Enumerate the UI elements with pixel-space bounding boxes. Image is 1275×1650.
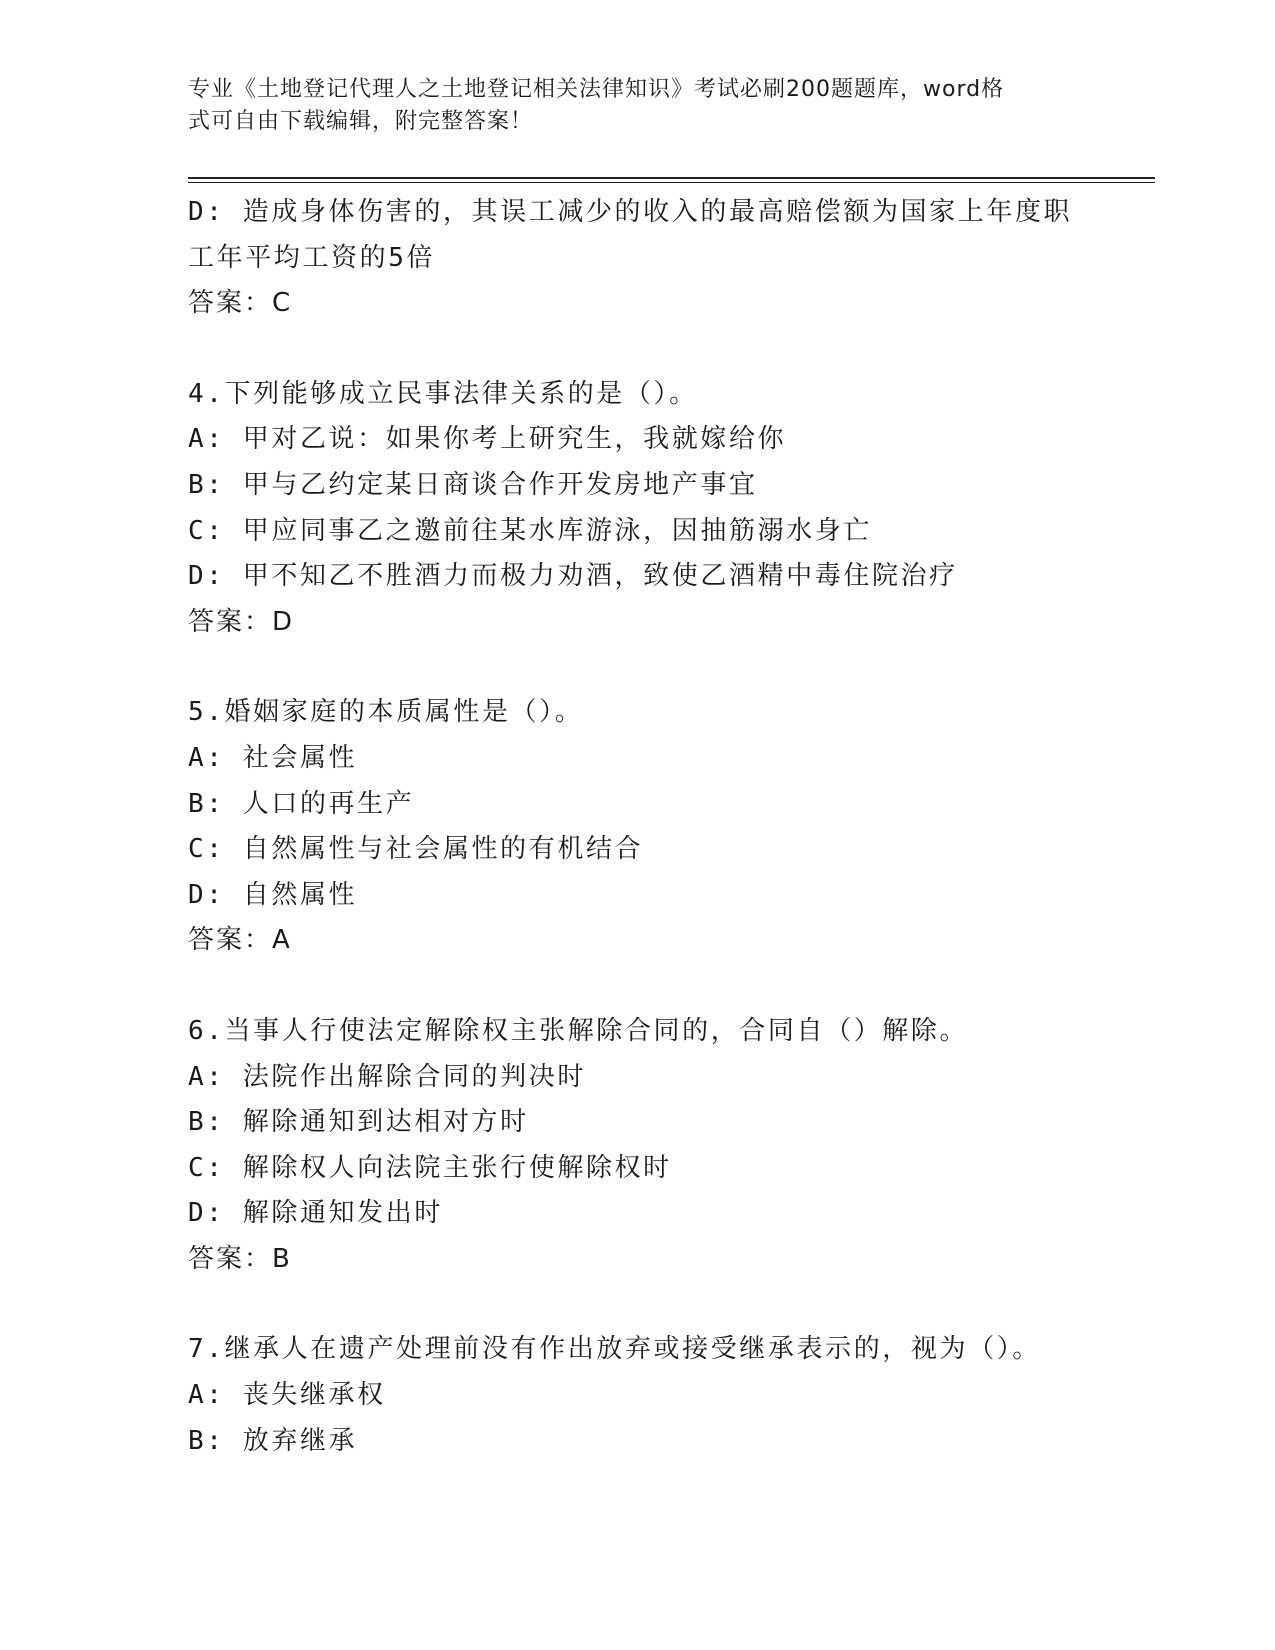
question-3-continued bbox=[188, 190, 1088, 327]
option-c: C: 甲应同事乙之邀前往某水库游泳，因抽筋溺水身亡 bbox=[188, 515, 872, 546]
option-d-line-2: 工年平均工资的5倍 bbox=[188, 242, 436, 273]
question-list bbox=[188, 190, 1088, 1464]
spacer bbox=[188, 964, 1088, 1009]
answer: 答案：B bbox=[188, 1243, 292, 1274]
option-d-line-1: D: 造成身体伤害的，其误工减少的收入的最高赔偿额为国家上年度职 bbox=[188, 197, 1073, 227]
answer: 答案：C bbox=[188, 288, 293, 319]
question-6 bbox=[188, 1009, 1088, 1283]
spacer bbox=[188, 1282, 1088, 1327]
option-b: B: 甲与乙约定某日商谈合作开发房地产事宜 bbox=[188, 469, 758, 500]
spacer bbox=[188, 645, 1088, 690]
option-b: B: 放弃继承 bbox=[188, 1425, 358, 1456]
option-d: D: 解除通知发出时 bbox=[188, 1198, 443, 1229]
answer: 答案：D bbox=[188, 606, 295, 637]
question-5 bbox=[188, 690, 1088, 964]
question-text: 5.婚姻家庭的本质属性是（）。 bbox=[188, 697, 584, 728]
header-divider-thin bbox=[188, 182, 1155, 183]
answer: 答案：A bbox=[188, 925, 292, 956]
option-a: A: 甲对乙说：如果你考上研究生，我就嫁给你 bbox=[188, 424, 787, 455]
option-c: C: 自然属性与社会属性的有机结合 bbox=[188, 834, 644, 865]
header-divider-thick bbox=[188, 177, 1155, 179]
question-4 bbox=[188, 372, 1088, 646]
question-text: 4.下列能够成立民事法律关系的是（）。 bbox=[188, 378, 698, 409]
document-header bbox=[188, 74, 1068, 138]
option-a: A: 法院作出解除合同的判决时 bbox=[188, 1061, 586, 1092]
option-b: B: 解除通知到达相对方时 bbox=[188, 1107, 529, 1138]
option-d: D: 甲不知乙不胜酒力而极力劝酒，致使乙酒精中毒住院治疗 bbox=[188, 561, 958, 592]
question-text: 7.继承人在遗产处理前没有作出放弃或接受继承表示的，视为（）。 bbox=[188, 1334, 1041, 1365]
option-c: C: 解除权人向法院主张行使解除权时 bbox=[188, 1152, 672, 1183]
question-7 bbox=[188, 1327, 1088, 1464]
header-line-2: 式可自由下载编辑，附完整答案！ bbox=[188, 109, 534, 134]
header-line-1: 专业《土地登记代理人之土地登记相关法律知识》考试必刷200题题库，word格 bbox=[188, 77, 1005, 102]
spacer bbox=[188, 327, 1088, 372]
question-text: 6.当事人行使法定解除权主张解除合同的，合同自（）解除。 bbox=[188, 1015, 969, 1046]
option-a: A: 社会属性 bbox=[188, 742, 358, 773]
option-b: B: 人口的再生产 bbox=[188, 788, 415, 819]
option-a: A: 丧失继承权 bbox=[188, 1380, 386, 1411]
option-d: D: 自然属性 bbox=[188, 879, 358, 910]
